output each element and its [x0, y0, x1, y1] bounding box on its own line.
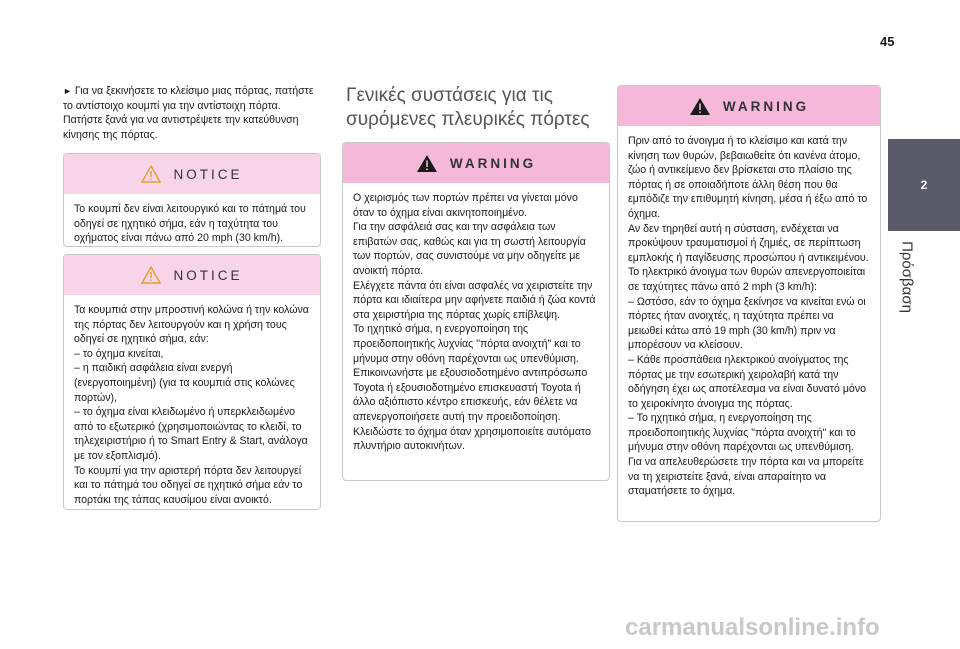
warning-line: Ελέγχετε πάντα ότι είναι ασφαλές να χειριστείτε την πόρτα και ιδιαίτερα μην αφήνετε παιδιά ή ζώα κοντά στα χειριστήρια της πόρτας χωρίς επίβλεψη.	[353, 279, 596, 321]
notice-header	[64, 255, 320, 295]
notice-line: – το όχημα είναι κλειδωμένο ή υπερκλειδωμένο από το εξωτερικό (χρησιμοποιώντας το κλειδί, το τηλεχειριστήριο ή το Smart Entry & Start, ανάλογα με τον εξοπλισμό).	[74, 406, 308, 462]
bullet-arrow-icon: ►	[63, 86, 72, 96]
warning-header	[343, 143, 609, 183]
warning-box-obstruction	[617, 85, 881, 522]
warning-line: – Το ηχητικό σήμα, η ενεργοποίηση της προειδοποιητικής λυχνίας "πόρτα ανοιχτή" και το μήνυμα στην οθόνη παρέχονται ως υπενθύμιση. Για να απελευθερώσετε την πόρτα και να μπορείτε να τη χειριστείτε ξανά, είναι απαραίτητο να σταματήσετε το όχημα.	[628, 412, 864, 498]
section-number: 2	[920, 178, 928, 192]
notice-line: Τα κουμπιά στην μπροστινή κολώνα ή την κολώνα της πόρτας δεν λειτουργούν και η χρήση τους οδηγεί σε ηχητικό σήμα, εάν:	[74, 304, 309, 346]
notice-body	[64, 194, 320, 247]
warning-line: Επικοινωνήστε με εξουσιοδοτημένο αντιπρόσωπο Toyota ή εξουσιοδοτημένο επισκευαστή Toyota ή άλλο αξιόπιστο κέντρο επισκευής, εάν θέλετε να απενεργοποιήσετε αυτή την προειδοποίηση.	[353, 367, 588, 423]
warning-line: – Ωστόσο, εάν το όχημα ξεκίνησε να κινείται ενώ οι πόρτες ήταν ανοιχτές, η ταχύτητα πρέπει να μειωθεί κάτω από 19 mph (30 km/h) πριν να μπορέσουν να κλείσουν.	[628, 295, 866, 352]
section-title: Πρόσβαση	[898, 241, 916, 313]
warning-line: Το ηλεκτρικό άνοιγμα των θυρών απενεργοποιείται σε ταχύτητες πάνω από 2 mph (3 km/h):	[628, 266, 866, 293]
warning-title: WARNING	[449, 155, 537, 171]
notice-line: Το κουμπί για την αριστερή πόρτα δεν λειτουργεί και το πάτημά του οδηγεί σε ηχητικό σήμα εάν το πορτάκι της τάπας καυσίμου είναι ανοικτό.	[74, 464, 303, 506]
warning-line: Για την ασφάλειά σας και την ασφάλεια των επιβατών σας, καθώς και για τη σωστή λειτουργία των πορτών, σας συνιστούμε να μην οδηγείτε με ανοικτή πόρτα.	[353, 221, 586, 277]
warning-triangle-icon	[141, 266, 161, 284]
warning-triangle-icon	[689, 97, 711, 116]
notice-box-buttons	[63, 254, 321, 510]
warning-line: Κλειδώστε το όχημα όταν χρησιμοποιείτε αυτόματο πλυντήριο αυτοκινήτων.	[353, 425, 591, 453]
section-tab[interactable]	[888, 139, 960, 231]
warning-header	[618, 86, 880, 126]
warning-triangle-icon	[141, 165, 161, 183]
watermark: carmanualsonline.info	[625, 614, 880, 641]
warning-line: Πριν από το άνοιγμα ή το κλείσιμο και κατά την κίνηση των θυρών, βεβαιωθείτε ότι κανένα άτομο, ζώο ή αντικείμενο δεν βρίσκεται στο πλαίσιο της πόρτας ή σε οποιαδήποτε άλλη θέση που θα εμπόδιζε την επιθυμητή κίνηση, μέσα ή έξω από το όχημα.	[628, 135, 868, 220]
notice-box-speed	[63, 153, 321, 247]
warning-line: Αν δεν τηρηθεί αυτή η σύσταση, ενδέχεται να προκύψουν τραυματισμοί ή ζημιές, σε περίπτωση εμπλοκής ή παγίδευσης προσώπου ή αντικειμένου.	[628, 222, 869, 264]
page-number: 45	[880, 34, 895, 49]
warning-line: Ο χειρισμός των πορτών πρέπει να γίνεται μόνο όταν το όχημα είναι ακινητοποιημένο.	[353, 192, 578, 219]
intro-text: Για να ξεκινήσετε το κλείσιμο μιας πόρτας, πατήστε το αντίστοιχο κουμπί για την αντίστοιχη πόρτα. Πατήστε ξανά για να αντιστρέψετε την κατεύθυνση κίνησης της πόρτας.	[63, 85, 314, 141]
warning-body	[618, 126, 880, 507]
warning-line: – Κάθε προσπάθεια ηλεκτρικού ανοίγματος της πόρτας με την εσωτερική χειρολαβή κατά την οδήγηση έχει ως αποτέλεσμα να είναι δυνατό μόνο το χειροκίνητο άνοιγμα της πόρτας.	[628, 353, 867, 410]
warning-title: WARNING	[722, 98, 810, 114]
warning-body	[343, 183, 609, 462]
warning-triangle-icon	[416, 154, 438, 173]
notice-title: NOTICE	[173, 267, 243, 283]
section-label	[896, 232, 918, 322]
notice-title: NOTICE	[173, 166, 243, 182]
notice-line: – το όχημα κινείται,	[74, 347, 164, 360]
notice-line: Το κουμπί δεν είναι λειτουργικό και το πάτημά του οδηγεί σε ηχητικό σήμα, εάν η ταχύτητα του οχήματος είναι πάνω από 20 mph (30 km/h).	[74, 203, 306, 245]
warning-line: Το ηχητικό σήμα, η ενεργοποίηση της προειδοποιητικής λυχνίας "πόρτα ανοιχτή" και το μήνυμα στην οθόνη παρέχονται ως υπενθύμιση.	[353, 323, 581, 365]
warning-box-operation	[342, 142, 610, 481]
section-heading: Γενικές συστάσεις για τις συρόμενες πλευρικές πόρτες	[346, 85, 590, 130]
intro-paragraph	[63, 84, 319, 142]
notice-line: – η παιδική ασφάλεια είναι ενεργή (ενεργοποιημένη) (για τα κουμπιά στις κολώνες πορτών),	[74, 362, 295, 404]
notice-header	[64, 154, 320, 194]
notice-body	[64, 295, 320, 510]
